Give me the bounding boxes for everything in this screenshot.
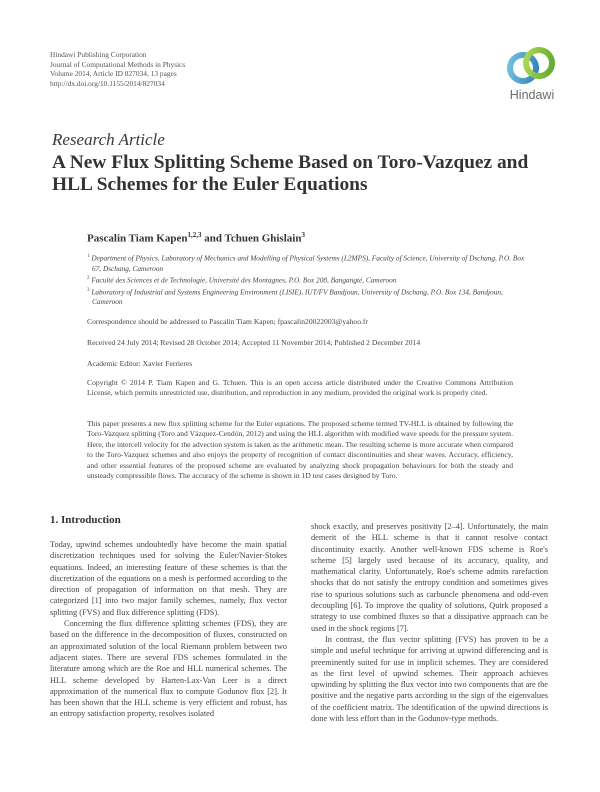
paragraph: shock exactly, and preserves positivity [2–4]. Unfortunately, the main demerit of the HLL scheme is that it cannot resolve contact discontinuity exactly. Another well-known FDS scheme is Roe's scheme [5] largely used because of its accuracy, quality, and mathematical clarity. Unfortunately, Roe's scheme admits rarefaction shocks that do not satisfy the entropy condition and sometimes gives rise to spurious solutions such as carbuncle phenomena and odd-even decoupling [6]. To improve the quality of solutions, Quirk proposed a strategy to use combined fluxes so that a dissipative approach can be used in the shock regions [7]. (311, 522, 548, 633)
doi-link[interactable]: http://dx.doi.org/10.1155/2014/827034 (50, 78, 165, 88)
affiliation-1 (87, 252, 527, 274)
article-type: Research Article (52, 130, 165, 149)
author-2-affil: 3 (301, 231, 305, 239)
author-line (87, 231, 305, 245)
affiliation-number: 1 (87, 254, 90, 259)
logo-text: Hindawi (509, 88, 555, 102)
paragraph: Concerning the flux difference splitting schemes (FDS), they are based on the difference in the decomposition of fluxes, constructed on an approximated solution of the local Riemann problem between two adjacent states. There are several FDS schemes formulated in the literature among which are the Roe and HLL numerical schemes. The HLL scheme developed by Harten-Lax-Van Leer is a direct approximation of the numerical flux to compute Godunov flux [2]. It has been shown that the HLL scheme is very efficient and robust, has an entropy satisfaction property, resolves isolated (50, 619, 287, 719)
affiliation-text: Laboratory of Industrial and Systems Engineering Environment (LISIE), IUT/FV Bandjoun, University of Dschang, P.O. Box 134, Bandjoun, Cameroon (91, 287, 503, 307)
hindawi-rings-icon (497, 36, 567, 88)
author-1: Pascalin Tiam Kapen (87, 232, 188, 245)
journal-header (50, 50, 185, 88)
copyright-notice: Copyright © 2014 P. Tiam Kapen and G. Tchuen. This is an open access article distributed under the Creative Commons Attribution License, which permits unrestricted use, distribution, and reproduction in any medium, provided the original work is properly cited. (87, 378, 513, 398)
affiliation-text: Department of Physics, Laboratory of Mechanics and Modelling of Physical Systems (L2MPS), Faculty of Science, University of Dschang, P.O. Box 67, Dschang, Cameroon (91, 253, 525, 273)
section-heading-introduction: 1. Introduction (50, 514, 121, 526)
affiliation-text: Faculté des Sciences et de Technologie, Université des Montagnes, P.O. Box 208, Bangangté, Cameroon (91, 275, 397, 285)
affiliations (87, 252, 527, 308)
paragraph: In contrast, the flux vector splitting (FVS) has proven to be a simple and useful technique for arriving at upwind differencing and is preeminently suited for use in implicit schemes. They are considered as the first level of upwind schemes. Their approach achieves upwinding by splitting the flux vector into two components that are the positive and the negative parts according to the sign of the eigenvalues of the coefficient matrix. The identification of the upwind directions is done with less effort than in the Godunov-type methods. (311, 634, 548, 724)
paper-title: A New Flux Splitting Scheme Based on Toro-Vazquez and HLL Schemes for the Euler Equations (52, 152, 529, 195)
body-column-right (311, 521, 548, 724)
publication-dates: Received 24 July 2014; Revised 28 October 2014; Accepted 11 November 2014; Published 2 December 2014 (87, 338, 421, 347)
academic-editor: Academic Editor: Xavier Ferrieres (87, 359, 193, 368)
abstract: This paper presents a new flux splitting scheme for the Euler equations. The proposed scheme termed TV-HLL is obtained by following the Toro-Vazquez splitting (Toro and Vázquez-Cendón, 2012) and using the HLL algorithm with modified wave speeds for the pressure system. Here, the intercell velocity for the advection system is taken as the arithmetic mean. The resulting scheme is more accurate when compared to the Toro-Vazquez schemes and also enjoys the property of recognition of contact discontinuities and shear waves. Accuracy, efficiency, and other essential features of the proposed scheme are evaluated by analyzing shock propagation behaviours for both the steady and unsteady compressible flows. The accuracy of the scheme is shown in 1D test cases designed by Toro. (87, 419, 513, 481)
correspondence: Correspondence should be addressed to Pascalin Tiam Kapen; fpascalin20022003@yahoo.fr (87, 317, 368, 326)
publisher-name: Hindawi Publishing Corporation (50, 50, 147, 59)
affiliation-number: 3 (87, 287, 90, 293)
affiliation-2 (87, 274, 527, 286)
author-2: Tchuen Ghislain (224, 232, 302, 245)
author-conj: and (201, 232, 225, 245)
journal-name: Journal of Computational Methods in Physics (50, 59, 186, 69)
body-column-left (50, 539, 287, 720)
affiliation-number: 2 (87, 276, 90, 282)
author-1-affil: 1,2,3 (187, 231, 202, 239)
affiliation-3 (87, 286, 527, 308)
paragraph: Today, upwind schemes undoubtedly have become the main spatial discretization techniques used for solving the Euler/Navier-Stokes equations. Indeed, an interesting feature of these schemes is that the discretization of the equations on a mesh is performed according to the direction of propagation of information on that mesh. They are categorized [1] into two major family schemes, namely, flux vector splitting (FVS) and flux difference splitting (FDS). (50, 540, 287, 617)
hindawi-logo (497, 36, 567, 108)
volume-info: Volume 2014, Article ID 827034, 13 pages (50, 69, 177, 79)
